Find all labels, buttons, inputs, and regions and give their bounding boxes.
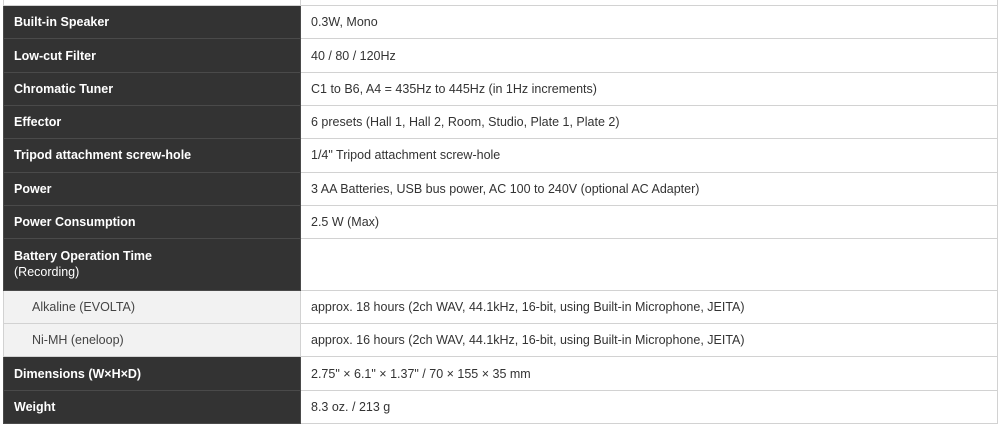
- table-row-low-cut-filter: [4, 39, 998, 72]
- spec-label: Built-in Speaker: [4, 6, 301, 39]
- spec-label: Low-cut Filter: [4, 39, 301, 72]
- spec-label-note: (Recording): [14, 265, 80, 280]
- spec-sublabel: Ni-MH (eneloop): [4, 324, 301, 357]
- table-row-power-consumption: [4, 205, 998, 238]
- spec-value: 2.75" × 6.1" × 1.37" / 70 × 155 × 35 mm: [301, 357, 998, 390]
- spec-sublabel: Alkaline (EVOLTA): [4, 290, 301, 323]
- spec-value: 6 presets (Hall 1, Hall 2, Room, Studio, Plate 1, Plate 2): [301, 105, 998, 138]
- spec-value: 3 AA Batteries, USB bus power, AC 100 to 240V (optional AC Adapter): [301, 172, 998, 205]
- spec-value: C1 to B6, A4 = 435Hz to 445Hz (in 1Hz increments): [301, 72, 998, 105]
- spec-label: Tripod attachment screw-hole: [4, 139, 301, 172]
- spec-value: approx. 16 hours (2ch WAV, 44.1kHz, 16-bit, using Built-in Microphone, JEITA): [301, 324, 998, 357]
- table-row-weight: [4, 390, 998, 423]
- table-row-effector: [4, 105, 998, 138]
- table-row-built-in-speaker: [4, 6, 998, 39]
- table-row-chromatic-tuner: [4, 72, 998, 105]
- spec-label: Dimensions (W×H×D): [4, 357, 301, 390]
- spec-label: Weight: [4, 390, 301, 423]
- specifications-table: [3, 0, 998, 424]
- spec-value: 40 / 80 / 120Hz: [301, 39, 998, 72]
- table-row-tripod-screw-hole: [4, 139, 998, 172]
- table-row-battery-operation-time: [4, 239, 998, 290]
- spec-value: 1/4" Tripod attachment screw-hole: [301, 139, 998, 172]
- spec-label: Power Consumption: [4, 205, 301, 238]
- spec-value: 8.3 oz. / 213 g: [301, 390, 998, 423]
- table-row-ni-mh: [4, 324, 998, 357]
- spec-value: 0.3W, Mono: [301, 6, 998, 39]
- table-row-dimensions: [4, 357, 998, 390]
- table-row-power: [4, 172, 998, 205]
- table-row-alkaline: [4, 290, 998, 323]
- spec-label: Power: [4, 172, 301, 205]
- spec-label-group: [4, 239, 301, 290]
- spec-value: approx. 18 hours (2ch WAV, 44.1kHz, 16-bit, using Built-in Microphone, JEITA): [301, 290, 998, 323]
- spec-value: [301, 239, 998, 290]
- spec-label: Chromatic Tuner: [4, 72, 301, 105]
- spec-label: Effector: [4, 105, 301, 138]
- spec-value: 2.5 W (Max): [301, 205, 998, 238]
- spec-label: Battery Operation Time: [14, 249, 153, 264]
